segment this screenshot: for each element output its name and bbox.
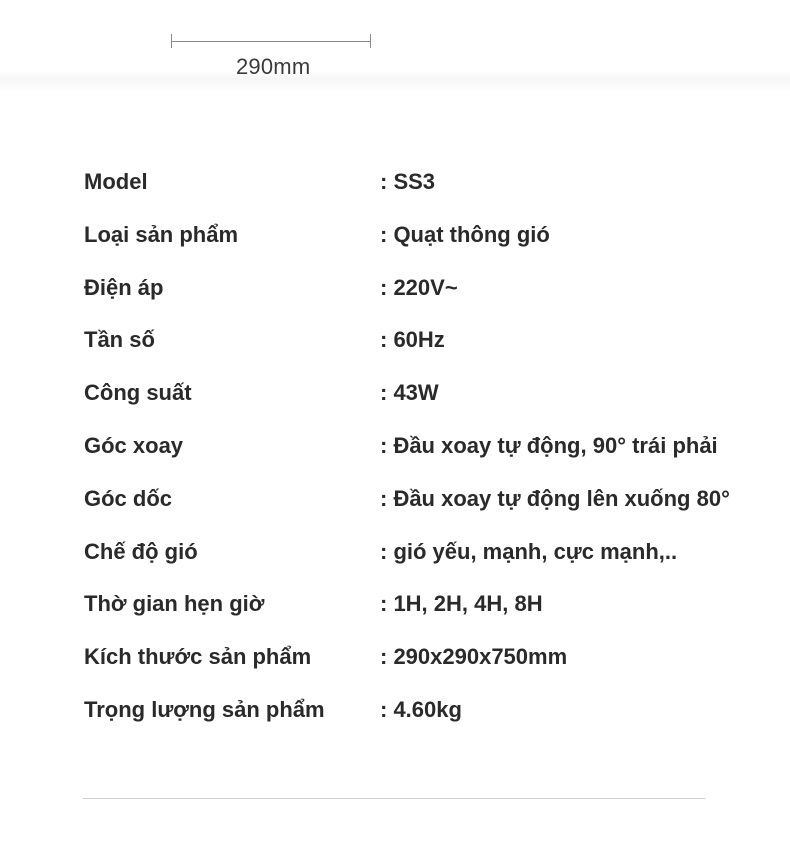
spec-value: : 290x290x750mm (380, 644, 568, 670)
spec-row-rotation-angle (84, 421, 790, 474)
spec-row-timer (84, 579, 790, 632)
spec-label: Trọng lượng sản phẩm (84, 696, 325, 722)
spec-label: Góc dốc (84, 485, 173, 511)
spec-value: : 43W (380, 380, 439, 406)
dimension-label: 290mm (236, 54, 311, 79)
spec-label: Tần số (84, 327, 155, 353)
spec-row-tilt-angle (84, 474, 790, 527)
width-dimension-marker (170, 32, 373, 82)
spec-value: : gió yếu, mạnh, cực mạnh,.. (380, 538, 678, 564)
spec-value: : Quạt thông gió (380, 221, 550, 247)
dimension-line (171, 41, 371, 42)
spec-value: : Đầu xoay tự động lên xuống 80° (380, 485, 730, 511)
spec-row-power (84, 368, 790, 421)
spec-table (84, 157, 790, 738)
spec-value: : 220V~ (380, 274, 458, 300)
spec-label: Kích thước sản phẩm (84, 644, 312, 670)
dimension-tick-right (370, 34, 371, 48)
spec-row-wind-mode (84, 527, 790, 580)
spec-row-product-type (84, 210, 790, 263)
spec-label: Model (84, 169, 148, 194)
spec-label: Thờ gian hẹn giờ (84, 591, 265, 617)
spec-label: Góc xoay (84, 432, 184, 458)
spec-row-voltage (84, 263, 790, 316)
spec-row-model (84, 157, 790, 210)
spec-label: Loại sản phẩm (84, 221, 239, 247)
bottom-divider (83, 798, 705, 799)
spec-value: : 1H, 2H, 4H, 8H (380, 591, 543, 617)
spec-label: Chế độ gió (84, 538, 198, 564)
spec-value: : SS3 (380, 169, 436, 194)
spec-label: Điện áp (84, 274, 164, 300)
spec-value: : Đầu xoay tự động, 90° trái phải (380, 432, 718, 458)
spec-row-weight (84, 685, 790, 738)
spec-value: : 4.60kg (380, 696, 462, 722)
spec-row-dimensions (84, 632, 790, 685)
spec-label: Công suất (84, 380, 192, 406)
spec-value: : 60Hz (380, 327, 445, 353)
product-image-bottom-band (0, 0, 790, 92)
spec-row-frequency (84, 315, 790, 368)
